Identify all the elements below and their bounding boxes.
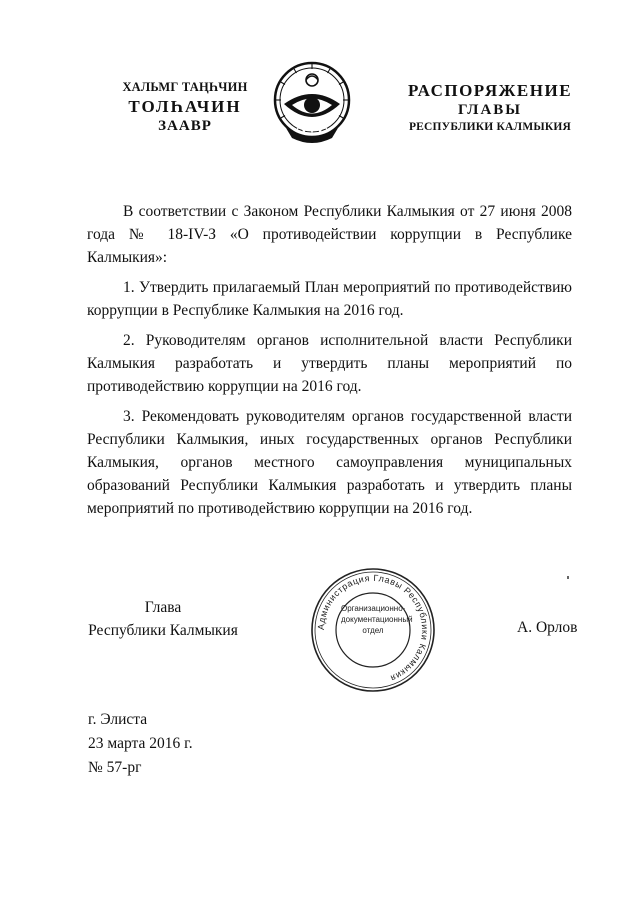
- paragraph-item-2: 2. Руководителям органов исполнительной власти Республики Калмыкия разработать и утвердить планы мероприятий по противодействию коррупции на 2016 год.: [87, 332, 572, 395]
- signatory-title-line2: Республики Калмыкия: [88, 622, 238, 639]
- signatory-title: [88, 596, 238, 642]
- stamp-ring-text: Администрация Главы Республики Калмыкия: [315, 572, 431, 684]
- document-body: [87, 200, 572, 527]
- header-right-russian: [395, 80, 585, 134]
- official-stamp: [308, 565, 438, 695]
- footer-number: № 57-рг: [88, 759, 142, 776]
- footer-date: 23 марта 2016 г.: [88, 735, 193, 752]
- paragraph-item-1: 1. Утвердить прилагаемый План мероприятий по противодействию коррупции в Республике Калмыкия на 2016 год.: [87, 279, 572, 319]
- stamp-inner-line2: документационный: [341, 615, 413, 624]
- paragraph-preamble: В соответствии с Законом Республики Калмыкия от 27 июня 2008 года № 18-IV-З «О противодействии коррупции в Республике Калмыкия»:: [87, 203, 572, 266]
- stamp-inner-line3: отдел: [362, 626, 384, 635]
- signatory-name: А. Орлов: [517, 619, 578, 636]
- ink-mark: [567, 576, 569, 579]
- document-footer: [88, 708, 193, 780]
- header-right-line1: РАСПОРЯЖЕНИЕ: [407, 81, 573, 100]
- kalmykia-coat-of-arms-icon: [272, 58, 352, 146]
- footer-city: г. Элиста: [88, 711, 148, 728]
- header-right-line3: РЕСПУБЛИКИ КАЛМЫКИЯ: [408, 121, 572, 133]
- paragraph-item-3: 3. Рекомендовать руководителям органов государственной власти Республики Калмыкия, иных государственных органов Республики Калмыкия, органов местного самоуправления муниципальных образований Республики Калмыкия разработать и утвердить планы мероприятий по противодействию коррупции на 2016 год.: [87, 408, 572, 517]
- header-right-line2: ГЛАВЫ: [457, 102, 523, 119]
- stamp-inner-text: [341, 603, 413, 636]
- signatory-title-line1: Глава: [144, 599, 182, 616]
- header-left-line2: ТОЛҺАЧИН: [128, 96, 242, 116]
- header-left-line1: ХАЛЬМГ ТАҢҺЧИН: [122, 80, 248, 94]
- header-left-line3: ЗААВР: [158, 117, 212, 134]
- header-left-kalmyk: [100, 80, 270, 136]
- stamp-inner-line1: Организационно-: [341, 604, 406, 613]
